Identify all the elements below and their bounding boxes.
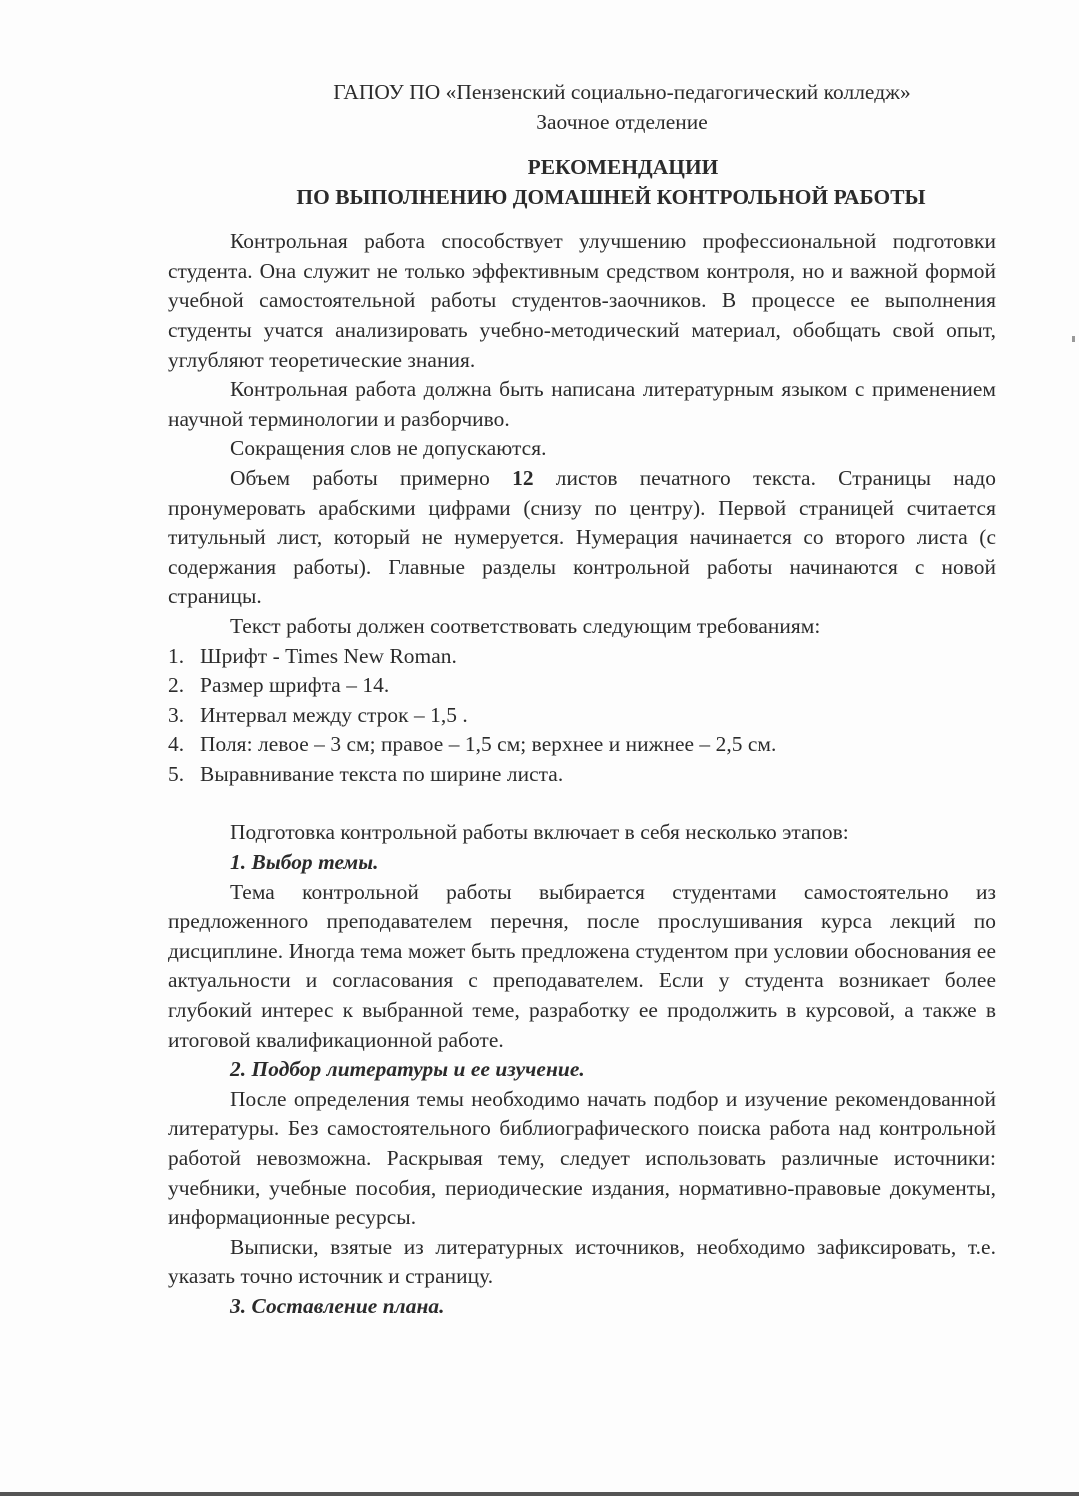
stage-1-text: Тема контрольной работы выбирается студентами самостоятельно из предложенного преподавателем перечня, после прослушивания курса лекций по дисциплине. Иногда тема может быть предложена студентом при условии обоснования ее актуальности и согласования с преподавателем. Если у студента возникает более глубокий интерес к выбранной теме, разработку ее продолжить в курсовой, а также в итоговой квалификационной работе.: [168, 879, 996, 1052]
list-item: [168, 671, 996, 701]
scan-mark: [1072, 336, 1075, 342]
intro-p4-bold-number: 12: [512, 465, 534, 490]
intro-p4-before: Объем работы примерно: [230, 465, 513, 490]
stage-2-text-2: Выписки, взятые из литературных источников, необходимо зафиксировать, т.е. указать точно источник и страницу.: [168, 1234, 996, 1289]
scan-bottom-edge: [0, 1492, 1079, 1496]
intro-paragraph-4: [168, 464, 996, 612]
list-item-number: 1.: [168, 643, 185, 668]
list-item-text: Интервал между строк – 1,5 .: [200, 702, 468, 727]
list-item-text: Выравнивание текста по ширине листа.: [200, 761, 564, 786]
document-body: [168, 78, 996, 1322]
list-item-text: Шрифт - Times New Roman.: [200, 643, 457, 668]
stage-2-heading: 2. Подбор литературы и ее изучение.: [230, 1057, 585, 1082]
title-line-1: РЕКОМЕНДАЦИИ: [527, 155, 719, 180]
institution-name: ГАПОУ ПО «Пензенский социально-педагогический колледж»: [333, 80, 911, 104]
list-item-text: Поля: левое – 3 см; правое – 1,5 см; верхнее и нижнее – 2,5 см.: [200, 732, 777, 757]
title-line-2: ПО ВЫПОЛНЕНИЮ ДОМАШНЕЙ КОНТРОЛЬНОЙ РАБОТЫ: [296, 185, 926, 210]
requirements-list: [168, 642, 996, 790]
stage-1-heading: 1. Выбор темы.: [230, 850, 379, 875]
stage-3-heading: 3. Составление плана.: [230, 1293, 445, 1318]
intro-p4-after: листов печатного текста. Страницы надо пронумеровать арабскими цифрами (снизу по центру). Первой страницей считается титульный лист, который не нумеруется. Нумерация начинается со второго листа (с содержания работы). Главные разделы контрольной работы начинаются с новой страницы.: [168, 465, 996, 609]
list-item-number: 3.: [168, 702, 185, 727]
stage-2-text-1: После определения темы необходимо начать подбор и изучение рекомендованной литературы. Без самостоятельного библиографического поиска работа над контрольной работой невозможна. Раскрывая тему, следует использовать различные источники: учебники, учебные пособия, периодические издания, нормативно-правовые документы, информационные ресурсы.: [168, 1086, 996, 1230]
list-item-number: 4.: [168, 732, 185, 757]
list-item: [168, 730, 996, 760]
list-item: [168, 760, 996, 790]
stages-intro: Подготовка контрольной работы включает в себя несколько этапов:: [230, 820, 849, 845]
intro-paragraph-5: Текст работы должен соответствовать следующим требованиям:: [230, 613, 821, 638]
list-item-text: Размер шрифта – 14.: [200, 673, 390, 698]
intro-paragraph-1: Контрольная работа способствует улучшению профессиональной подготовки студента. Она служит не только эффективным средством контроля, но и важной формой учебной самостоятельной работы студентов-заочников. В процессе ее выполнения студенты учатся анализировать учебно-методический материал, обобщать свой опыт, углубляют теоретические знания.: [168, 229, 996, 372]
list-item-number: 2.: [168, 673, 185, 698]
intro-paragraph-3: Сокращения слов не допускаются.: [230, 436, 547, 461]
list-item: [168, 701, 996, 731]
document-title: [168, 152, 996, 212]
intro-paragraph-2: Контрольная работа должна быть написана литературным языком с применением научной терминологии и разборчиво.: [168, 377, 996, 431]
list-item-number: 5.: [168, 761, 185, 786]
list-item: [168, 642, 996, 672]
department-name: Заочное отделение: [536, 109, 708, 134]
